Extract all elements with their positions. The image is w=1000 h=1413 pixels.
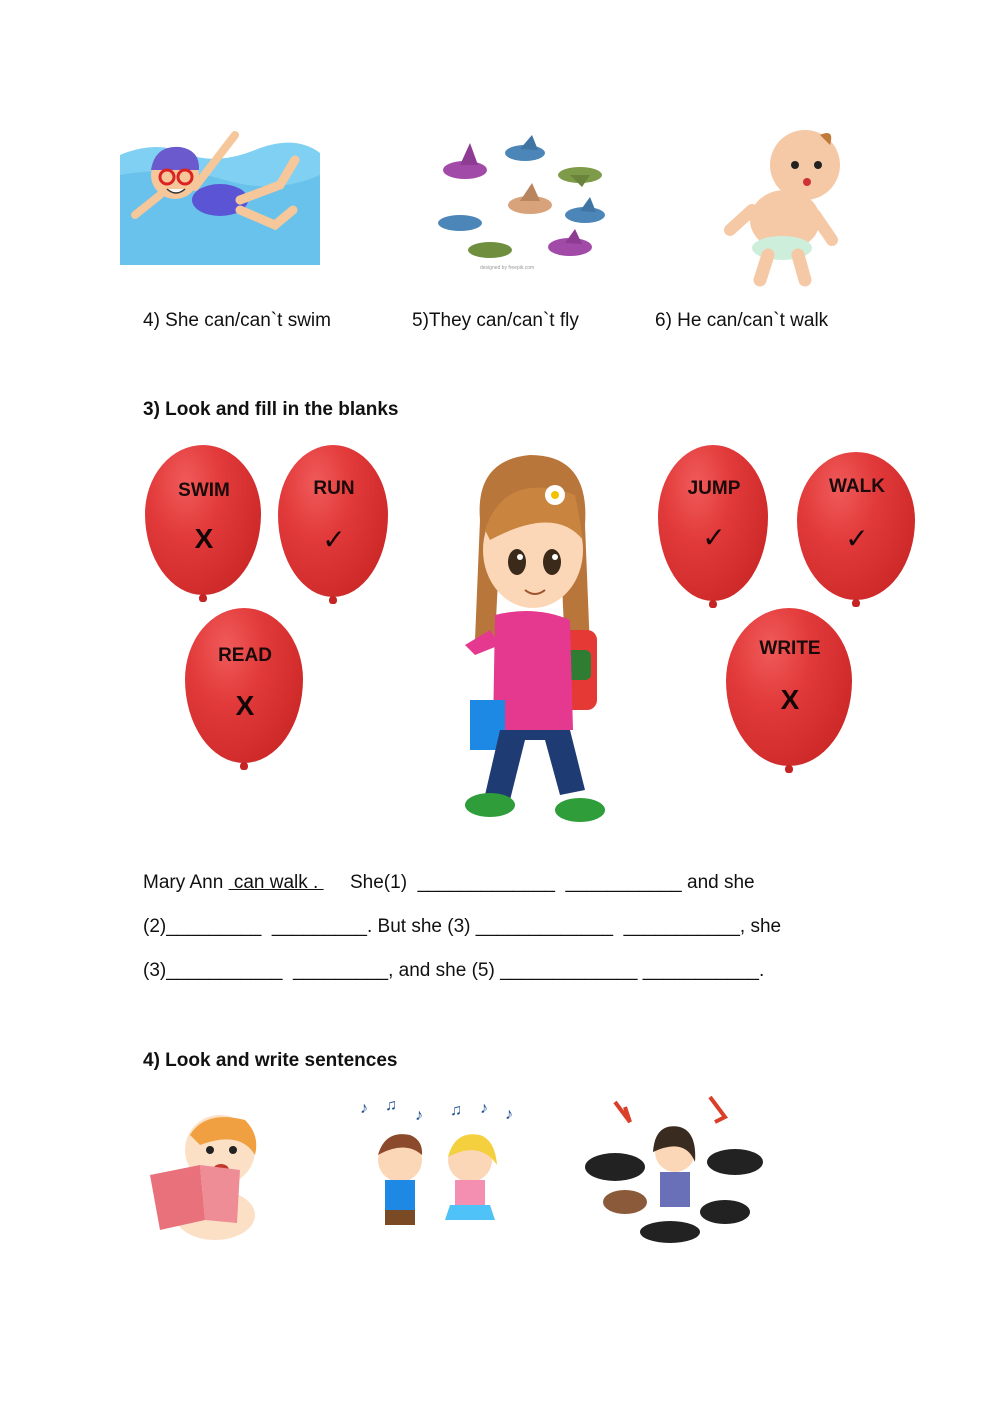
check-icon: ✓ [845, 523, 869, 554]
balloon-label: READ [218, 645, 272, 666]
cross-icon: X [194, 523, 214, 554]
balloon-run [278, 445, 390, 607]
caption-fly: 5)They can/can`t fly [412, 310, 579, 331]
caption-swim: 4) She can/can`t swim [143, 310, 331, 331]
girl-walking-picture [455, 450, 615, 840]
balloon-label: SWIM [178, 480, 230, 501]
balloon-walk [797, 452, 917, 608]
svg-text:♪: ♪ [360, 1100, 368, 1117]
fill-line-1 [143, 872, 755, 894]
blank-1[interactable]: She(1) _____________ ___________ and she [323, 872, 755, 893]
baby-reading-picture [145, 1105, 275, 1245]
balloon-label: RUN [313, 478, 355, 499]
balloon-label: WALK [829, 476, 885, 497]
balloon-swim [145, 445, 263, 605]
image-credit: designed by freepik.com [480, 265, 535, 271]
svg-text:♫: ♫ [450, 1102, 462, 1119]
baby-walking-picture [710, 120, 860, 290]
girl-dancing-picture [585, 1092, 765, 1247]
section3-heading: 3) Look and fill in the blanks [143, 399, 399, 420]
balloon-label: WRITE [759, 638, 821, 659]
balloon-jump [658, 445, 770, 611]
example-answer: can walk . [228, 872, 324, 893]
balloon-read [185, 608, 305, 773]
text-mary-ann: Mary Ann [143, 872, 229, 893]
check-icon: ✓ [322, 524, 346, 555]
caption-walk: 6) He can/can`t walk [655, 310, 829, 331]
cross-icon: X [235, 690, 255, 721]
balloon-write [726, 608, 854, 776]
svg-text:♪: ♪ [480, 1100, 488, 1117]
children-singing-picture [345, 1095, 530, 1250]
svg-text:♪: ♪ [415, 1107, 423, 1124]
balloon-label: JUMP [687, 478, 741, 499]
svg-text:♪: ♪ [505, 1106, 513, 1123]
birds-picture [420, 135, 620, 275]
fill-line-2[interactable]: (2)_________ _________. But she (3) _____________ ___________, she [143, 916, 782, 937]
cross-icon: X [780, 684, 800, 715]
swimming-picture [115, 115, 325, 270]
svg-text:♫: ♫ [385, 1097, 397, 1114]
fill-line-3[interactable]: (3)___________ _________, and she (5) _____________ ___________. [143, 960, 765, 981]
check-icon: ✓ [702, 522, 726, 553]
section4-heading: 4) Look and write sentences [143, 1050, 398, 1071]
